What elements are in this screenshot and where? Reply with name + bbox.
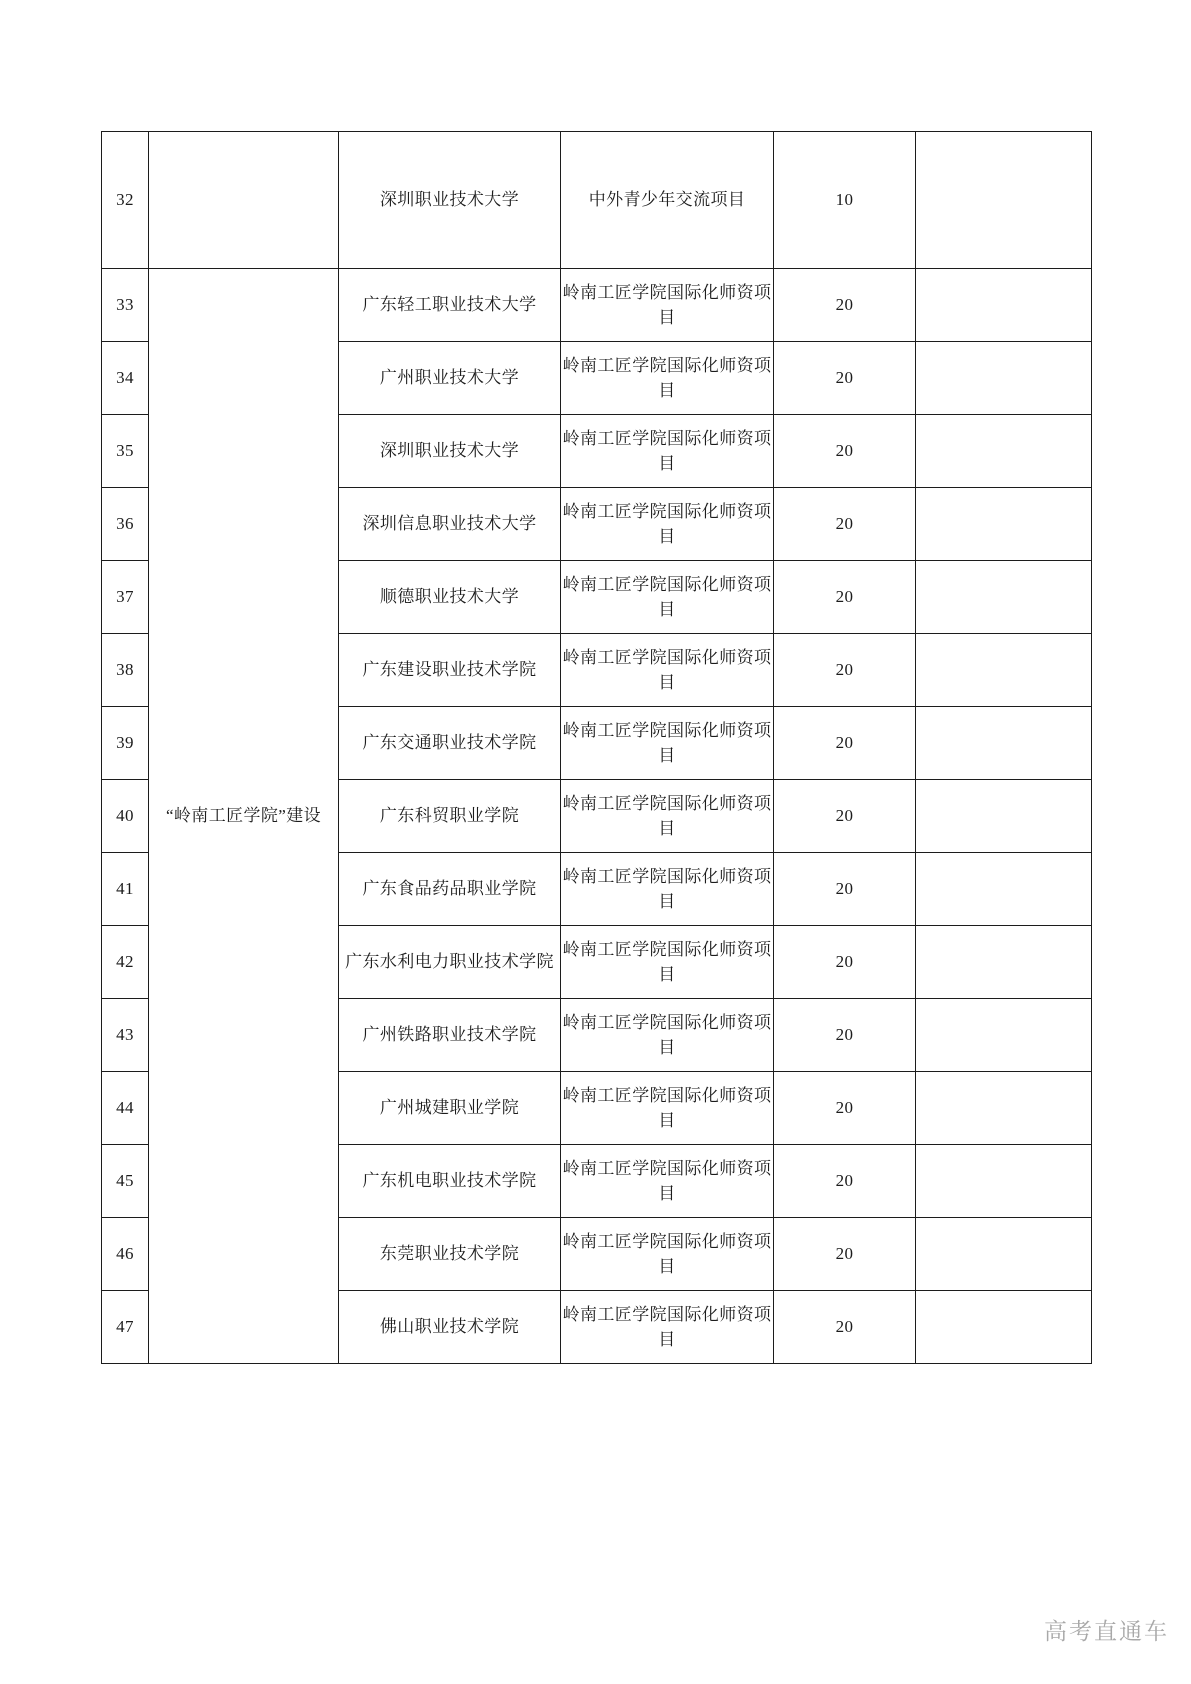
cell-school: 广东食品药品职业学院 (339, 853, 561, 926)
cell-index: 41 (102, 853, 149, 926)
cell-remark (916, 342, 1092, 415)
cell-number: 20 (774, 1218, 916, 1291)
cell-remark (916, 561, 1092, 634)
table-body (102, 132, 1092, 1364)
cell-school: 深圳职业技术大学 (339, 132, 561, 269)
watermark: 高考直通车 (1044, 1618, 1169, 1644)
cell-project: 岭南工匠学院国际化师资项目 (561, 415, 774, 488)
cell-remark (916, 780, 1092, 853)
cell-project: 岭南工匠学院国际化师资项目 (561, 707, 774, 780)
cell-project: 岭南工匠学院国际化师资项目 (561, 1218, 774, 1291)
cell-school: 广东交通职业技术学院 (339, 707, 561, 780)
cell-remark (916, 999, 1092, 1072)
cell-school: 广州城建职业学院 (339, 1072, 561, 1145)
cell-school: 广州职业技术大学 (339, 342, 561, 415)
cell-index: 47 (102, 1291, 149, 1364)
cell-project: 岭南工匠学院国际化师资项目 (561, 926, 774, 999)
cell-remark (916, 1072, 1092, 1145)
cell-index: 36 (102, 488, 149, 561)
cell-index: 39 (102, 707, 149, 780)
cell-number: 20 (774, 853, 916, 926)
cell-remark (916, 1145, 1092, 1218)
cell-remark (916, 1218, 1092, 1291)
cell-project: 岭南工匠学院国际化师资项目 (561, 1145, 774, 1218)
cell-school: 深圳信息职业技术大学 (339, 488, 561, 561)
cell-index: 37 (102, 561, 149, 634)
cell-remark (916, 132, 1092, 269)
cell-index: 34 (102, 342, 149, 415)
cell-school: 东莞职业技术学院 (339, 1218, 561, 1291)
cell-index: 42 (102, 926, 149, 999)
cell-number: 20 (774, 415, 916, 488)
cell-school: 顺德职业技术大学 (339, 561, 561, 634)
cell-project: 岭南工匠学院国际化师资项目 (561, 1291, 774, 1364)
cell-remark (916, 1291, 1092, 1364)
cell-school: 广东水利电力职业技术学院 (339, 926, 561, 999)
cell-number: 20 (774, 780, 916, 853)
cell-school: 广州铁路职业技术学院 (339, 999, 561, 1072)
cell-index: 33 (102, 269, 149, 342)
cell-number: 20 (774, 1072, 916, 1145)
cell-index: 32 (102, 132, 149, 269)
cell-project: 岭南工匠学院国际化师资项目 (561, 853, 774, 926)
cell-remark (916, 707, 1092, 780)
cell-category-merged: “岭南工匠学院”建设 (149, 269, 339, 1364)
cell-number: 20 (774, 1145, 916, 1218)
cell-project: 岭南工匠学院国际化师资项目 (561, 999, 774, 1072)
cell-number: 20 (774, 488, 916, 561)
cell-school: 佛山职业技术学院 (339, 1291, 561, 1364)
cell-number: 10 (774, 132, 916, 269)
cell-index: 35 (102, 415, 149, 488)
cell-number: 20 (774, 1291, 916, 1364)
cell-school: 深圳职业技术大学 (339, 415, 561, 488)
cell-index: 46 (102, 1218, 149, 1291)
cell-project: 岭南工匠学院国际化师资项目 (561, 561, 774, 634)
cell-number: 20 (774, 926, 916, 999)
cell-number: 20 (774, 999, 916, 1072)
cell-school: 广东科贸职业学院 (339, 780, 561, 853)
cell-remark (916, 488, 1092, 561)
cell-school: 广东机电职业技术学院 (339, 1145, 561, 1218)
cell-project: 岭南工匠学院国际化师资项目 (561, 488, 774, 561)
cell-remark (916, 926, 1092, 999)
cell-project: 中外青少年交流项目 (561, 132, 774, 269)
cell-category (149, 132, 339, 269)
cell-index: 38 (102, 634, 149, 707)
cell-number: 20 (774, 561, 916, 634)
cell-project: 岭南工匠学院国际化师资项目 (561, 269, 774, 342)
cell-index: 44 (102, 1072, 149, 1145)
cell-remark (916, 634, 1092, 707)
table-row (102, 132, 1092, 269)
cell-number: 20 (774, 269, 916, 342)
cell-project: 岭南工匠学院国际化师资项目 (561, 1072, 774, 1145)
cell-remark (916, 853, 1092, 926)
cell-number: 20 (774, 634, 916, 707)
cell-project: 岭南工匠学院国际化师资项目 (561, 780, 774, 853)
cell-project: 岭南工匠学院国际化师资项目 (561, 634, 774, 707)
table-row (102, 269, 1092, 342)
cell-remark (916, 269, 1092, 342)
cell-index: 43 (102, 999, 149, 1072)
cell-number: 20 (774, 707, 916, 780)
project-allocation-table (101, 131, 1092, 1364)
cell-index: 40 (102, 780, 149, 853)
cell-index: 45 (102, 1145, 149, 1218)
cell-remark (916, 415, 1092, 488)
cell-number: 20 (774, 342, 916, 415)
cell-school: 广东建设职业技术学院 (339, 634, 561, 707)
table-container (101, 131, 1091, 1364)
cell-school: 广东轻工职业技术大学 (339, 269, 561, 342)
cell-project: 岭南工匠学院国际化师资项目 (561, 342, 774, 415)
